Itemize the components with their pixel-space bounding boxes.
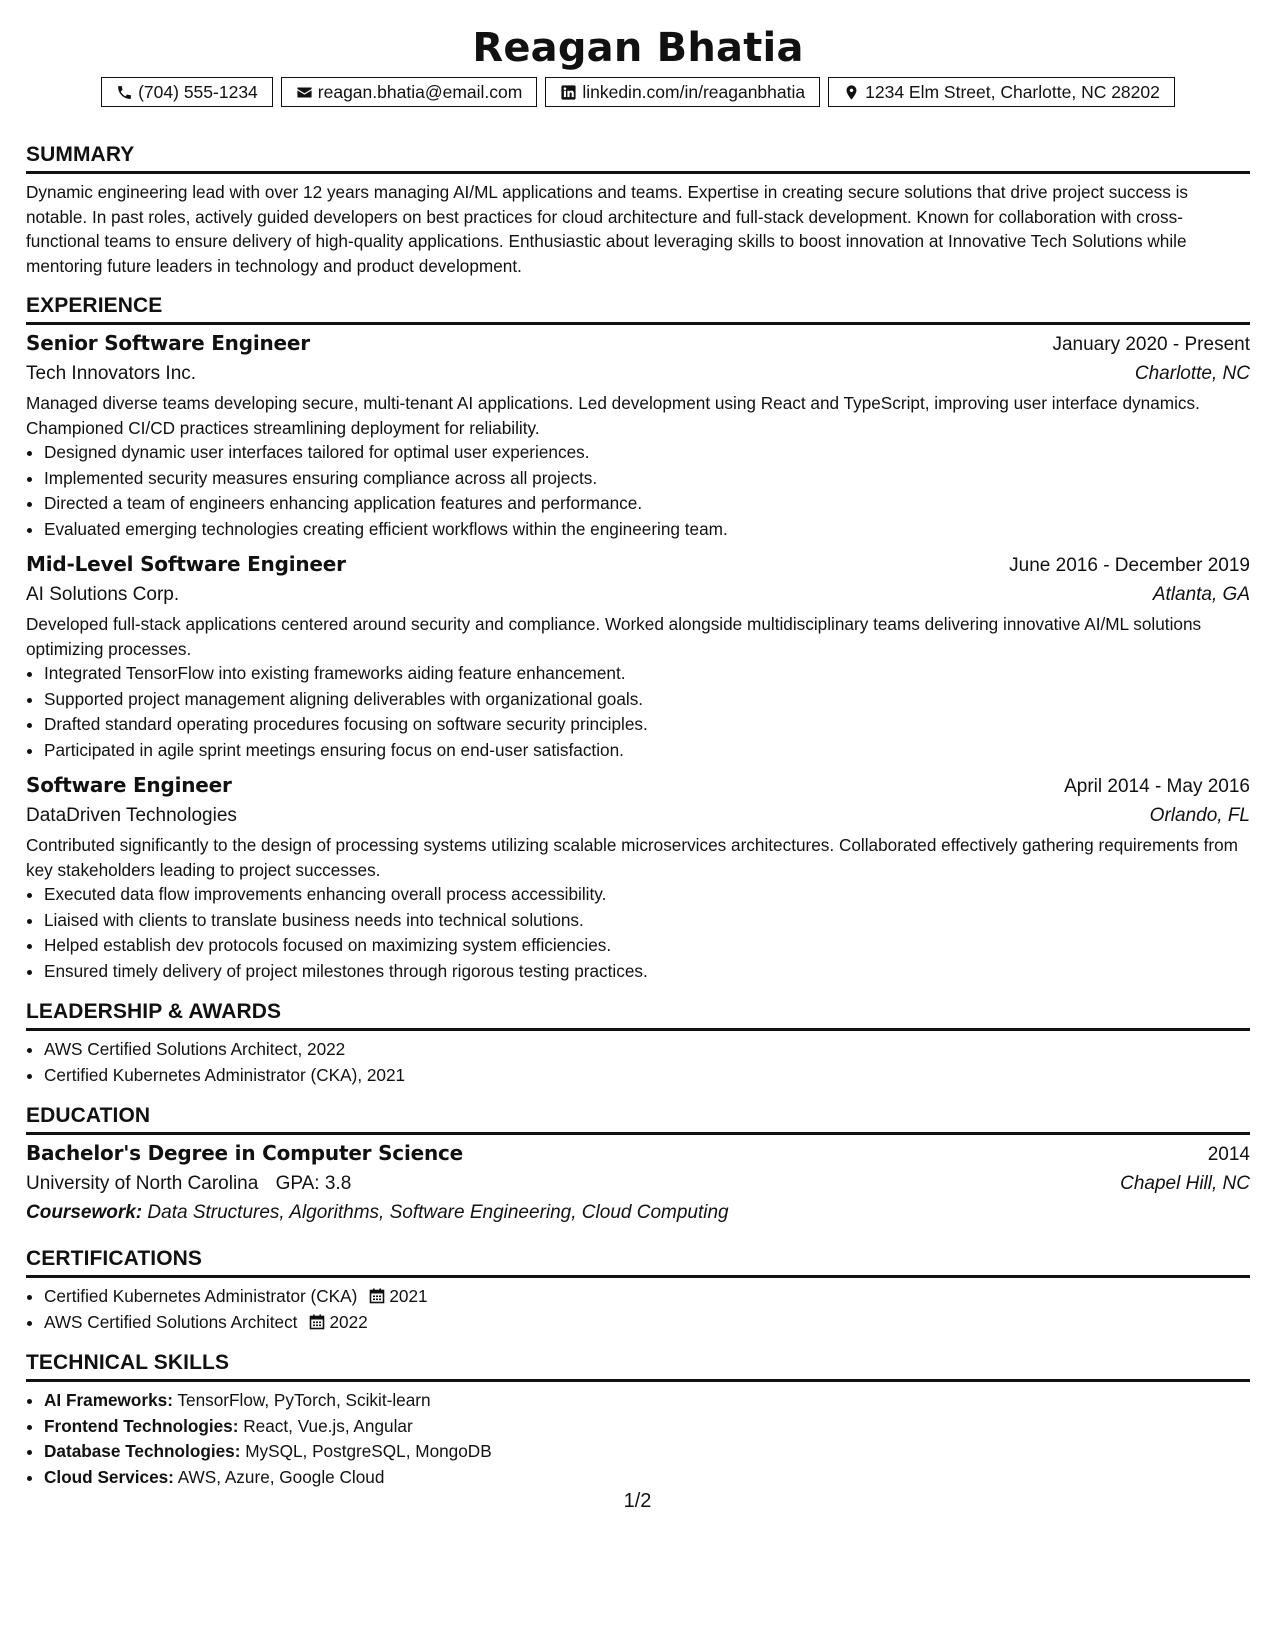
contact-phone[interactable]	[101, 77, 273, 107]
job-bullets	[26, 882, 1250, 984]
graduation-year: 2014	[1207, 1144, 1250, 1165]
skills-section	[26, 1349, 1250, 1490]
school-name: University of North Carolina	[26, 1173, 259, 1194]
section-title-skills: TECHNICAL SKILLS	[26, 1349, 1250, 1382]
skill-label: AI Frameworks:	[44, 1390, 173, 1410]
list-item: • Directed a team of engineers enhancing application features and performance.	[44, 491, 1250, 517]
map-pin-icon	[843, 84, 860, 101]
job-company: AI Solutions Corp.	[26, 584, 180, 605]
job-description: Contributed significantly to the design of processing systems utilizing scalable microservices architectures. Collaborated effectively gathering requirements from key stakeholders leading to project successes.	[26, 835, 1238, 880]
certifications-section	[26, 1245, 1250, 1335]
list-item: • Evaluated emerging technologies creating efficient workflows within the engineering team.	[44, 517, 1250, 543]
list-item	[44, 1465, 1250, 1491]
address-text: 1234 Elm Street, Charlotte, NC 28202	[865, 81, 1160, 102]
job-dates: April 2014 - May 2016	[1064, 776, 1250, 797]
list-item	[44, 1388, 1250, 1414]
linkedin-icon	[560, 84, 577, 101]
cert-name: AWS Certified Solutions Architect	[44, 1311, 298, 1332]
section-title-experience: EXPERIENCE	[26, 292, 1250, 325]
phone-text: (704) 555-1234	[138, 81, 258, 102]
contact-bar	[26, 77, 1250, 107]
resume-page	[26, 20, 1250, 1490]
summary-section	[26, 141, 1250, 278]
skill-label: Cloud Services:	[44, 1466, 174, 1487]
list-item: • Executed data flow improvements enhancing overall process accessibility.	[44, 882, 1250, 908]
job-entry	[26, 771, 1250, 984]
coursework-list: Data Structures, Algorithms, Software Engineering, Cloud Computing	[147, 1202, 729, 1223]
job-title: Mid-Level Software Engineer	[26, 552, 346, 576]
experience-section	[26, 292, 1250, 984]
job-bullets	[26, 661, 1250, 763]
job-company: Tech Innovators Inc.	[26, 363, 197, 384]
candidate-name: Reagan Bhatia	[472, 25, 804, 71]
job-bullets	[26, 440, 1250, 542]
section-title-education: EDUCATION	[26, 1102, 1250, 1135]
cert-year: 2021	[389, 1286, 428, 1306]
skill-label: Database Technologies:	[44, 1441, 241, 1461]
contact-address[interactable]	[828, 77, 1175, 107]
job-title: Software Engineer	[26, 773, 232, 797]
summary-text: Dynamic engineering lead with over 12 years managing AI/ML applications and teams. Expertise in creating secure solutions that drive project success is notable. In past roles, actively guided developers on best practices for cloud architecture and full-stack development. Known for collaboration with cross-functional teams to ensure delivery of high-quality applications. Enthusiastic about leveraging skills to boost innovation at Innovative Tech Solutions while mentoring future leaders in technology and product development.	[26, 182, 1189, 276]
list-item: • Liaised with clients to translate business needs into technical solutions.	[44, 908, 1250, 934]
section-title-summary: SUMMARY	[26, 141, 1250, 174]
linkedin-text: linkedin.com/in/reaganbhatia	[582, 81, 806, 102]
list-item: • Certified Kubernetes Administrator (CKA), 2021	[44, 1063, 1250, 1089]
list-item: • Ensured timely delivery of project milestones through rigorous testing practices.	[44, 959, 1250, 985]
leadership-list	[26, 1037, 1250, 1088]
job-title: Senior Software Engineer	[26, 331, 310, 355]
gpa: GPA: 3.8	[275, 1173, 352, 1194]
cert-name: Certified Kubernetes Administrator (CKA)	[44, 1286, 358, 1306]
section-title-leadership: LEADERSHIP & AWARDS	[26, 998, 1250, 1031]
skills-list	[26, 1388, 1250, 1490]
job-entry	[26, 550, 1250, 763]
email-text: reagan.bhatia@email.com	[317, 81, 523, 102]
skill-value: MySQL, PostgreSQL, MongoDB	[245, 1441, 492, 1461]
job-location: Orlando, FL	[1149, 805, 1250, 826]
calendar-icon	[309, 1314, 325, 1330]
job-description: Managed diverse teams developing secure, multi-tenant AI applications. Led development using React and TypeScript, improving user interface dynamics. Championed CI/CD practices streamlining deployment for reliability.	[26, 393, 1200, 438]
list-item	[44, 1310, 1250, 1336]
list-item: • Integrated TensorFlow into existing frameworks aiding feature enhancement.	[44, 661, 1250, 687]
degree-title: Bachelor's Degree in Computer Science	[26, 1141, 464, 1165]
list-item	[44, 1414, 1250, 1440]
school-location: Chapel Hill, NC	[1120, 1173, 1250, 1194]
page-number: 1/2	[623, 1490, 652, 1512]
envelope-icon	[296, 84, 313, 101]
skill-value: React, Vue.js, Angular	[243, 1415, 413, 1436]
list-item: • Drafted standard operating procedures focusing on software security principles.	[44, 712, 1250, 738]
job-dates: June 2016 - December 2019	[1009, 555, 1250, 576]
list-item: • Designed dynamic user interfaces tailored for optimal user experiences.	[44, 440, 1250, 466]
leadership-section	[26, 998, 1250, 1088]
education-section	[26, 1102, 1250, 1227]
list-item	[44, 1439, 1250, 1465]
coursework	[26, 1199, 1250, 1227]
calendar-icon	[369, 1288, 385, 1304]
skill-value: TensorFlow, PyTorch, Scikit-learn	[177, 1390, 431, 1410]
contact-linkedin[interactable]	[545, 77, 820, 107]
skill-value: AWS, Azure, Google Cloud	[177, 1466, 385, 1487]
list-item: • Implemented security measures ensuring compliance across all projects.	[44, 466, 1250, 492]
job-company: DataDriven Technologies	[26, 805, 237, 826]
list-item: • Participated in agile sprint meetings ensuring focus on end-user satisfaction.	[44, 738, 1250, 764]
job-location: Charlotte, NC	[1134, 363, 1250, 384]
contact-email[interactable]	[281, 77, 538, 107]
certifications-list	[26, 1284, 1250, 1335]
section-title-certifications: CERTIFICATIONS	[26, 1245, 1250, 1278]
job-dates: January 2020 - Present	[1052, 334, 1250, 355]
list-item: • Helped establish dev protocols focused on maximizing system efficiencies.	[44, 933, 1250, 959]
job-entry	[26, 329, 1250, 542]
list-item	[44, 1284, 1250, 1310]
skill-label: Frontend Technologies:	[44, 1415, 239, 1436]
job-location: Atlanta, GA	[1152, 584, 1250, 605]
coursework-label: Coursework:	[26, 1202, 143, 1223]
phone-icon	[116, 84, 133, 101]
list-item: • Supported project management aligning deliverables with organizational goals.	[44, 687, 1250, 713]
cert-year: 2022	[329, 1311, 368, 1332]
list-item: • AWS Certified Solutions Architect, 2022	[44, 1037, 1250, 1063]
job-description: Developed full-stack applications centered around security and compliance. Worked alongside multidisciplinary teams delivering innovative AI/ML solutions optimizing processes.	[26, 614, 1202, 659]
